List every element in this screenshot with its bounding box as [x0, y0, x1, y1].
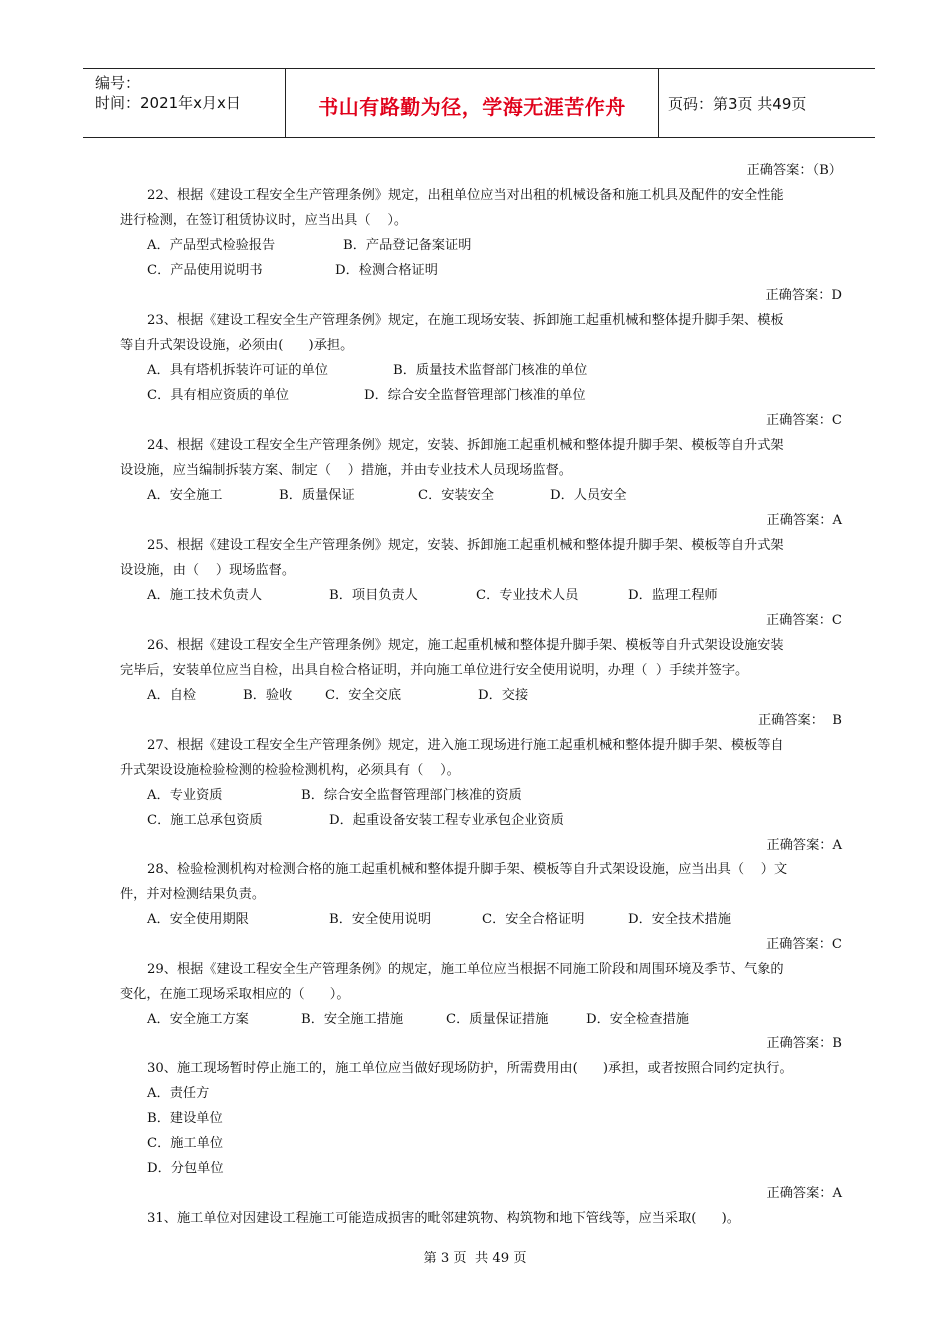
q28-line2: 件，并对检测结果负责。: [120, 887, 266, 902]
q28-option-a: A．安全使用期限: [147, 912, 249, 927]
doc-time-label: 时间：2021年x月x日: [95, 94, 241, 112]
q24-option-a: A．安全施工: [147, 488, 223, 503]
q22-line2: 进行检测，在签订租赁协议时，应当出具（ ）。: [120, 213, 408, 228]
answer-26: 正确答案： B: [757, 713, 842, 728]
q28-option-b: B．安全使用说明: [329, 912, 432, 927]
q30-option-b: B．建设单位: [147, 1111, 223, 1126]
answer-29: 正确答案：B: [766, 1036, 842, 1051]
answer-27: 正确答案：A: [766, 838, 842, 853]
doc-number-label: 编号：: [95, 74, 141, 92]
header-page-label: 页码：第3页 共49页: [668, 95, 807, 113]
answer-30: 正确答案：A: [766, 1186, 842, 1201]
q27-option-a: A．专业资质: [147, 788, 223, 803]
q28-option-c: C．安全合格证明: [482, 912, 585, 927]
q23-line2: 等自升式架设设施，必须由( )承担。: [120, 338, 354, 353]
q30-option-c: C．施工单位: [147, 1136, 224, 1151]
q23-option-c: C．具有相应资质的单位: [147, 388, 289, 403]
q25-option-c: C．专业技术人员: [476, 588, 579, 603]
header-page-cell: [658, 69, 875, 137]
q22-option-d: D．检测合格证明: [335, 263, 438, 278]
q23-line1: 23、根据《建设工程安全生产管理条例》规定，在施工现场安装、拆卸施工起重机械和整体提升脚手架、模板: [147, 313, 784, 328]
q26-line2: 完毕后，安装单位应当自检，出具自检合格证明，并向施工单位进行安全使用说明，办理（ ）手续并签字。: [120, 663, 749, 678]
q25-line1: 25、根据《建设工程安全生产管理条例》规定，安装、拆卸施工起重机械和整体提升脚手架、模板等自升式架: [147, 538, 784, 553]
q29-option-b: B．安全施工措施: [301, 1012, 404, 1027]
answer-23: 正确答案：C: [765, 413, 842, 428]
q25-option-b: B．项目负责人: [329, 588, 418, 603]
q27-option-d: D．起重设备安装工程专业承包企业资质: [329, 813, 564, 828]
q23-option-a: A．具有塔机拆装许可证的单位: [147, 363, 328, 378]
q25-option-a: A．施工技术负责人: [147, 588, 263, 603]
q23-option-b: B．质量技术监督部门核准的单位: [393, 363, 588, 378]
q27-option-b: B．综合安全监督管理部门核准的资质: [301, 788, 522, 803]
q28-option-d: D．安全技术措施: [628, 912, 731, 927]
q22-line1: 22、根据《建设工程安全生产管理条例》规定，出租单位应当对出租的机械设备和施工机具及配件的安全性能: [147, 188, 784, 203]
q29-option-a: A．安全施工方案: [147, 1012, 249, 1027]
answer-25: 正确答案：C: [765, 613, 842, 628]
q27-option-c: C．施工总承包资质: [147, 813, 263, 828]
q29-option-d: D．安全检查措施: [586, 1012, 689, 1027]
q26-option-d: D．交接: [478, 688, 529, 703]
q26-line1: 26、根据《建设工程安全生产管理条例》规定，施工起重机械和整体提升脚手架、模板等自升式架设设施安装: [147, 638, 784, 653]
answer-22: 正确答案：D: [765, 288, 842, 303]
q27-line1: 27、根据《建设工程安全生产管理条例》规定，进入施工现场进行施工起重机械和整体提升脚手架、模板等自: [147, 738, 784, 753]
q26-option-c: C．安全交底: [325, 688, 402, 703]
header-table: [83, 68, 875, 138]
q22-option-c: C．产品使用说明书: [147, 263, 263, 278]
q29-line2: 变化，在施工现场采取相应的（ ）。: [120, 987, 350, 1002]
header-meta-cell: [83, 69, 285, 137]
page-footer: 第 3 页 共 49 页: [423, 1251, 527, 1266]
q30-option-d: D．分包单位: [147, 1161, 224, 1176]
q28-line1: 28、检验检测机构对检测合格的施工起重机械和整体提升脚手架、模板等自升式架设设施，应当出具（ ）文: [147, 862, 788, 877]
q30-option-a: A．责任方: [147, 1086, 210, 1101]
answer-21: 正确答案：（B）: [746, 163, 842, 178]
q30-line1: 30、施工现场暂时停止施工的，施工单位应当做好现场防护，所需费用由( )承担，或者按照合同约定执行。: [147, 1061, 793, 1076]
q24-line2: 设设施，应当编制拆装方案、制定（ ）措施，并由专业技术人员现场监督。: [120, 463, 572, 478]
q26-option-b: B．验收: [243, 688, 293, 703]
q24-option-b: B．质量保证: [279, 488, 355, 503]
q22-option-b: B．产品登记备案证明: [343, 238, 472, 253]
q26-option-a: A．自检: [147, 688, 197, 703]
q24-line1: 24、根据《建设工程安全生产管理条例》规定，安装、拆卸施工起重机械和整体提升脚手架、模板等自升式架: [147, 438, 784, 453]
q23-option-d: D．综合安全监督管理部门核准的单位: [364, 388, 586, 403]
header-motto-cell: [285, 69, 659, 137]
answer-28: 正确答案：C: [765, 937, 842, 952]
q27-line2: 升式架设设施检验检测的检验检测机构，必须具有（ ）。: [120, 763, 460, 778]
q29-option-c: C．质量保证措施: [446, 1012, 549, 1027]
q24-option-c: C．安装安全: [418, 488, 495, 503]
q31-line1: 31、施工单位对因建设工程施工可能造成损害的毗邻建筑物、构筑物和地下管线等，应当采取( )。: [147, 1211, 740, 1226]
q25-line2: 设设施，由（ ）现场监督。: [120, 563, 296, 578]
q25-option-d: D．监理工程师: [628, 588, 718, 603]
q22-option-a: A．产品型式检验报告: [147, 238, 276, 253]
q29-line1: 29、根据《建设工程安全生产管理条例》的规定，施工单位应当根据不同施工阶段和周围环境及季节、气象的: [147, 962, 784, 977]
motto-text: 书山有路勤为径，学海无涯苦作舟: [318, 95, 626, 119]
q24-option-d: D．人员安全: [550, 488, 627, 503]
answer-24: 正确答案：A: [766, 513, 842, 528]
